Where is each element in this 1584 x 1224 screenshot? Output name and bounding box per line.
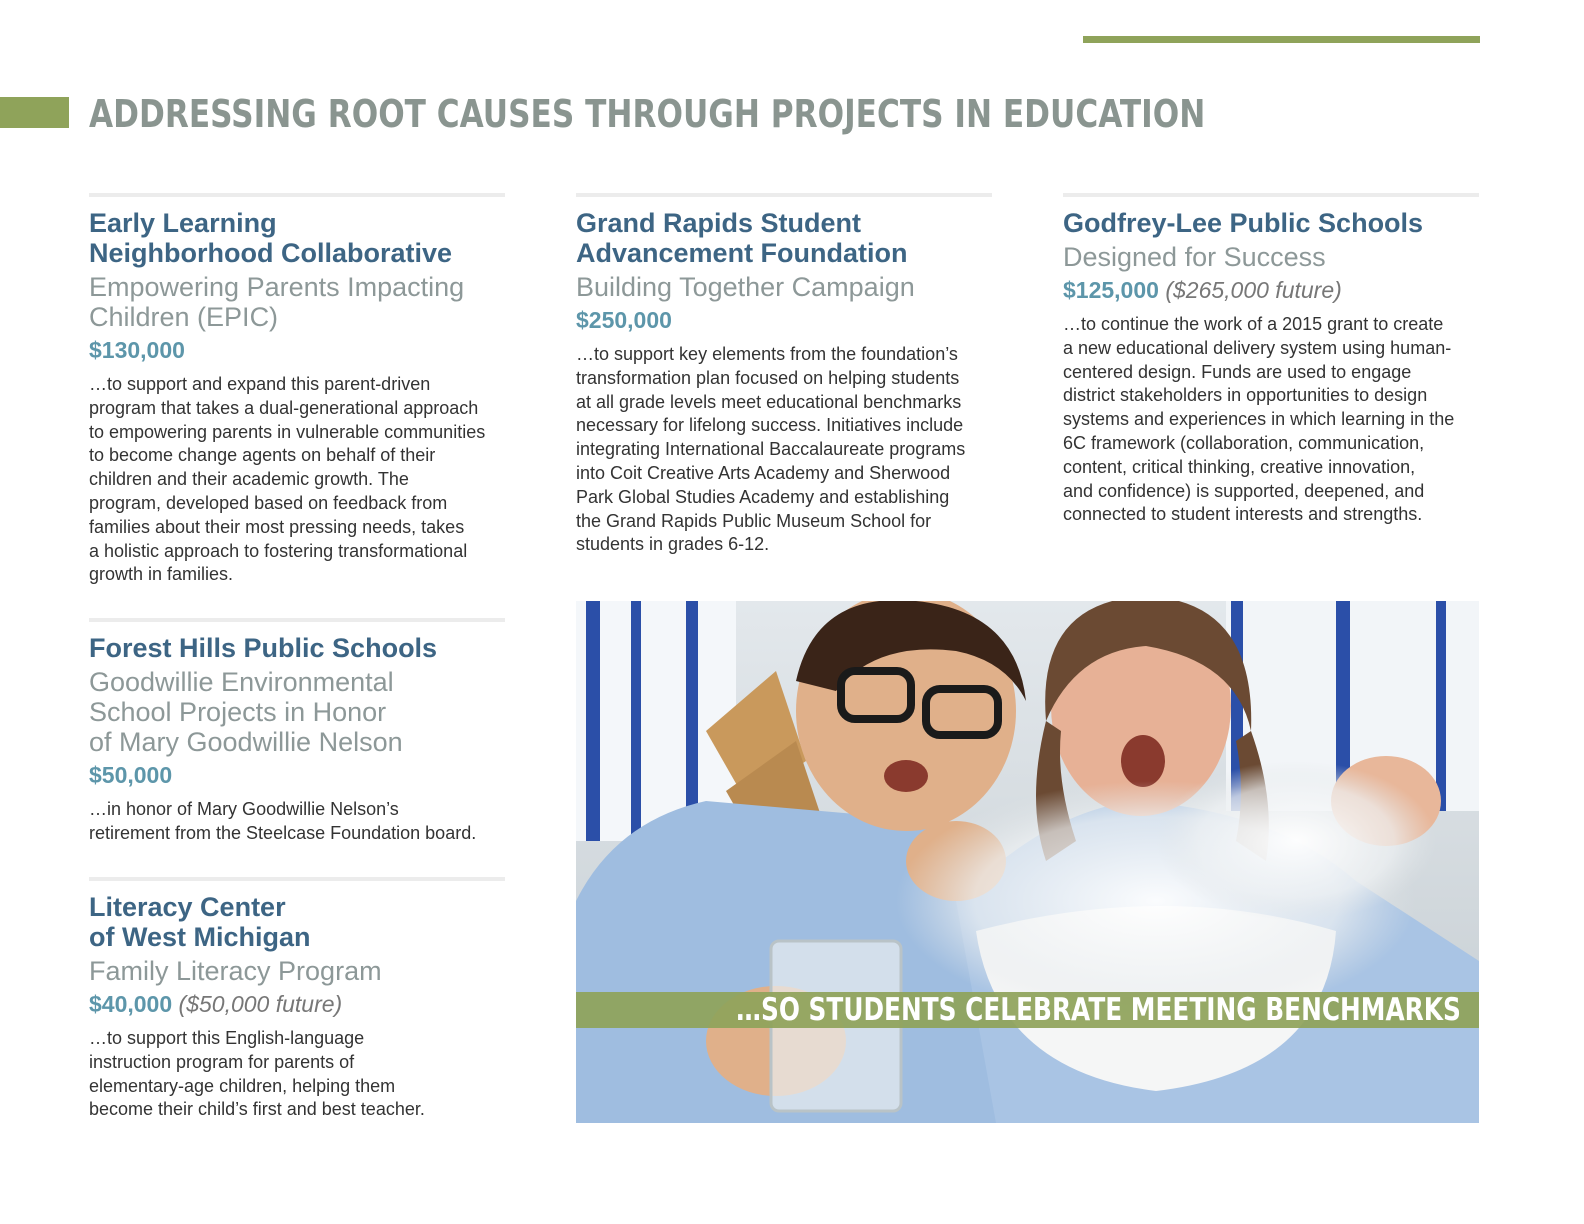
grant-program: Goodwillie Environmental School Projects in Honor of Mary Goodwillie Nelson bbox=[89, 667, 403, 757]
grant-description: …to continue the work of a 2015 grant to create a new educational delivery system using human- centered design. Funds are used to engage district stakeholders in opportunities to design systems and experiences in which learning in the 6C framework (collaboration, communication, content, critical thinking, creative innovation, and confidence) is supported, deepened, and connected to student interests and strengths. bbox=[1063, 314, 1455, 525]
grant-organization: Grand Rapids Student Advancement Foundation bbox=[576, 208, 908, 268]
grant-organization: Forest Hills Public Schools bbox=[89, 633, 438, 663]
grant-organization: Literacy Center of West Michigan bbox=[89, 892, 311, 952]
grant-amount-line bbox=[576, 305, 992, 335]
grant-amount: $130,000 bbox=[89, 337, 185, 363]
section-divider bbox=[1063, 193, 1479, 197]
section-divider bbox=[576, 193, 992, 197]
section-divider bbox=[89, 877, 505, 881]
photo-caption: …SO STUDENTS CELEBRATE MEETING BENCHMARKS bbox=[736, 992, 1461, 1028]
side-accent-tab bbox=[0, 97, 69, 128]
grant-description: …in honor of Mary Goodwillie Nelson’s retirement from the Steelcase Foundation board. bbox=[89, 799, 477, 843]
grant-amount-line bbox=[1063, 275, 1479, 305]
grant-early-learning bbox=[89, 193, 505, 587]
grant-grand-rapids bbox=[576, 193, 992, 557]
grant-program: Family Literacy Program bbox=[89, 956, 382, 986]
grant-description: …to support this English-language instruction program for parents of elementary-age children, helping them become their child’s first and best teacher. bbox=[89, 1028, 425, 1120]
section-divider bbox=[89, 193, 505, 197]
grant-amount: $250,000 bbox=[576, 307, 672, 333]
grant-godfrey-lee bbox=[1063, 193, 1479, 527]
grant-amount-line bbox=[89, 989, 505, 1019]
grant-program: Building Together Campaign bbox=[576, 272, 915, 302]
grant-amount-line bbox=[89, 760, 505, 790]
students-illustration bbox=[576, 601, 1479, 1123]
page-title: ADDRESSING ROOT CAUSES THROUGH PROJECTS IN EDUCATION bbox=[89, 92, 1206, 136]
grant-organization: Godfrey-Lee Public Schools bbox=[1063, 208, 1424, 238]
grant-future-amount: ($265,000 future) bbox=[1165, 277, 1342, 303]
photo-caption-banner bbox=[576, 992, 1479, 1028]
students-photo bbox=[576, 601, 1479, 1123]
grant-program: Designed for Success bbox=[1063, 242, 1326, 272]
grant-forest-hills bbox=[89, 618, 505, 846]
grant-amount-line bbox=[89, 335, 505, 365]
grant-program: Empowering Parents Impacting Children (EPIC) bbox=[89, 272, 465, 332]
grant-organization: Early Learning Neighborhood Collaborative bbox=[89, 208, 453, 268]
grant-description: …to support key elements from the foundation’s transformation plan focused on helping students at all grade levels meet educational benchmarks necessary for lifelong success. Initiatives include integrating International Baccalaureate programs into Coit Creative Arts Academy and Sherwood Park Global Studies Academy and establishing the Grand Rapids Public Museum School for students in grades 6-12. bbox=[576, 344, 966, 555]
grant-future-amount: ($50,000 future) bbox=[178, 991, 343, 1017]
grant-amount: $50,000 bbox=[89, 762, 173, 788]
grant-description: …to support and expand this parent-driven program that takes a dual-generational approach to empowering parents in vulnerable communities to become change agents on behalf of their children and their academic growth. The program, developed based on feedback from families about their most pressing needs, takes a holistic approach to fostering transformational growth in families. bbox=[89, 374, 486, 585]
grant-literacy-center bbox=[89, 877, 505, 1122]
grant-amount: $40,000 bbox=[89, 991, 173, 1017]
section-divider bbox=[89, 618, 505, 622]
top-accent-rule bbox=[1083, 36, 1480, 43]
grant-amount: $125,000 bbox=[1063, 277, 1159, 303]
